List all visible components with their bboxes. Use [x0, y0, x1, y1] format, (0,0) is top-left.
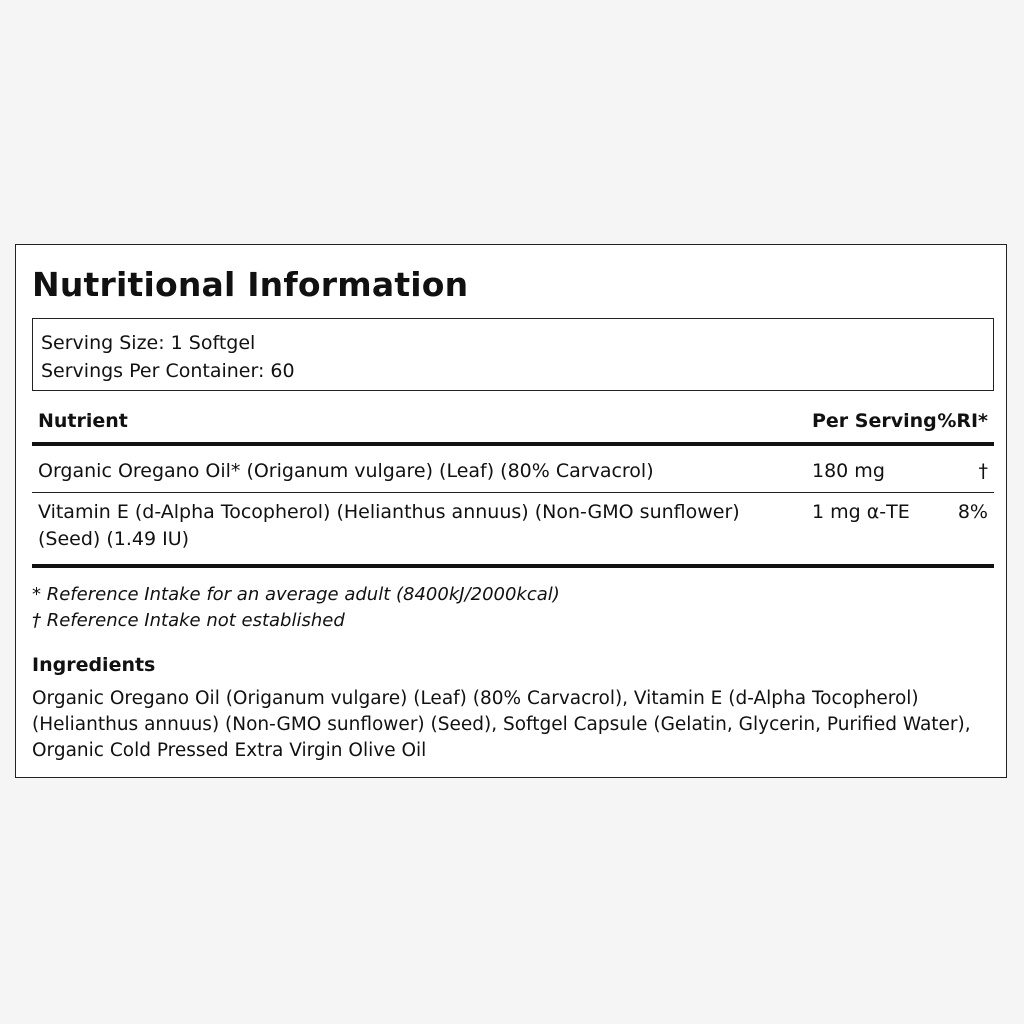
nutrient-amount: 1 mg α-TE: [812, 501, 910, 523]
ingredients-heading: Ingredients: [32, 654, 156, 676]
footnote-not-established: † Reference Intake not established: [32, 610, 345, 631]
nutrient-name: Vitamin E (d-Alpha Tocopherol) (Helianthus annuus) (Non-GMO sunflower) (Seed) (1.49 IU): [38, 501, 740, 550]
header-nutrient: Nutrient: [38, 410, 128, 432]
page-title: Nutritional Information: [32, 265, 469, 304]
nutrient-table: [32, 409, 994, 568]
table-row: [32, 493, 994, 568]
nutrient-ri: 8%: [957, 501, 988, 523]
nutrition-panel: [15, 244, 1007, 778]
table-row: [32, 446, 994, 493]
nutrient-name: Organic Oregano Oil* (Origanum vulgare) (Leaf) (80% Carvacrol): [38, 460, 654, 482]
footnotes: [32, 582, 560, 634]
serving-info-box: [32, 318, 994, 391]
table-header: [32, 409, 994, 446]
header-per-serving: Per Serving: [812, 410, 937, 432]
footnote-reference-intake: * Reference Intake for an average adult (8400kJ/2000kcal): [32, 584, 560, 605]
nutrient-amount: 180 mg: [812, 460, 885, 482]
nutrient-ri: †: [978, 460, 988, 482]
ingredients-text: Organic Oregano Oil (Origanum vulgare) (Leaf) (80% Carvacrol), Vitamin E (d-Alpha Tocopherol) (Helianthus annuus) (Non-GMO sunflower) (Seed), Softgel Capsule (Gelatin, Glycerin, Purified Water), Organic Cold Pressed Extra Virgin Olive Oil: [32, 688, 971, 761]
header-ri: %RI*: [937, 410, 988, 432]
servings-per-container: Servings Per Container: 60: [41, 360, 295, 382]
serving-size: Serving Size: 1 Softgel: [41, 332, 256, 354]
